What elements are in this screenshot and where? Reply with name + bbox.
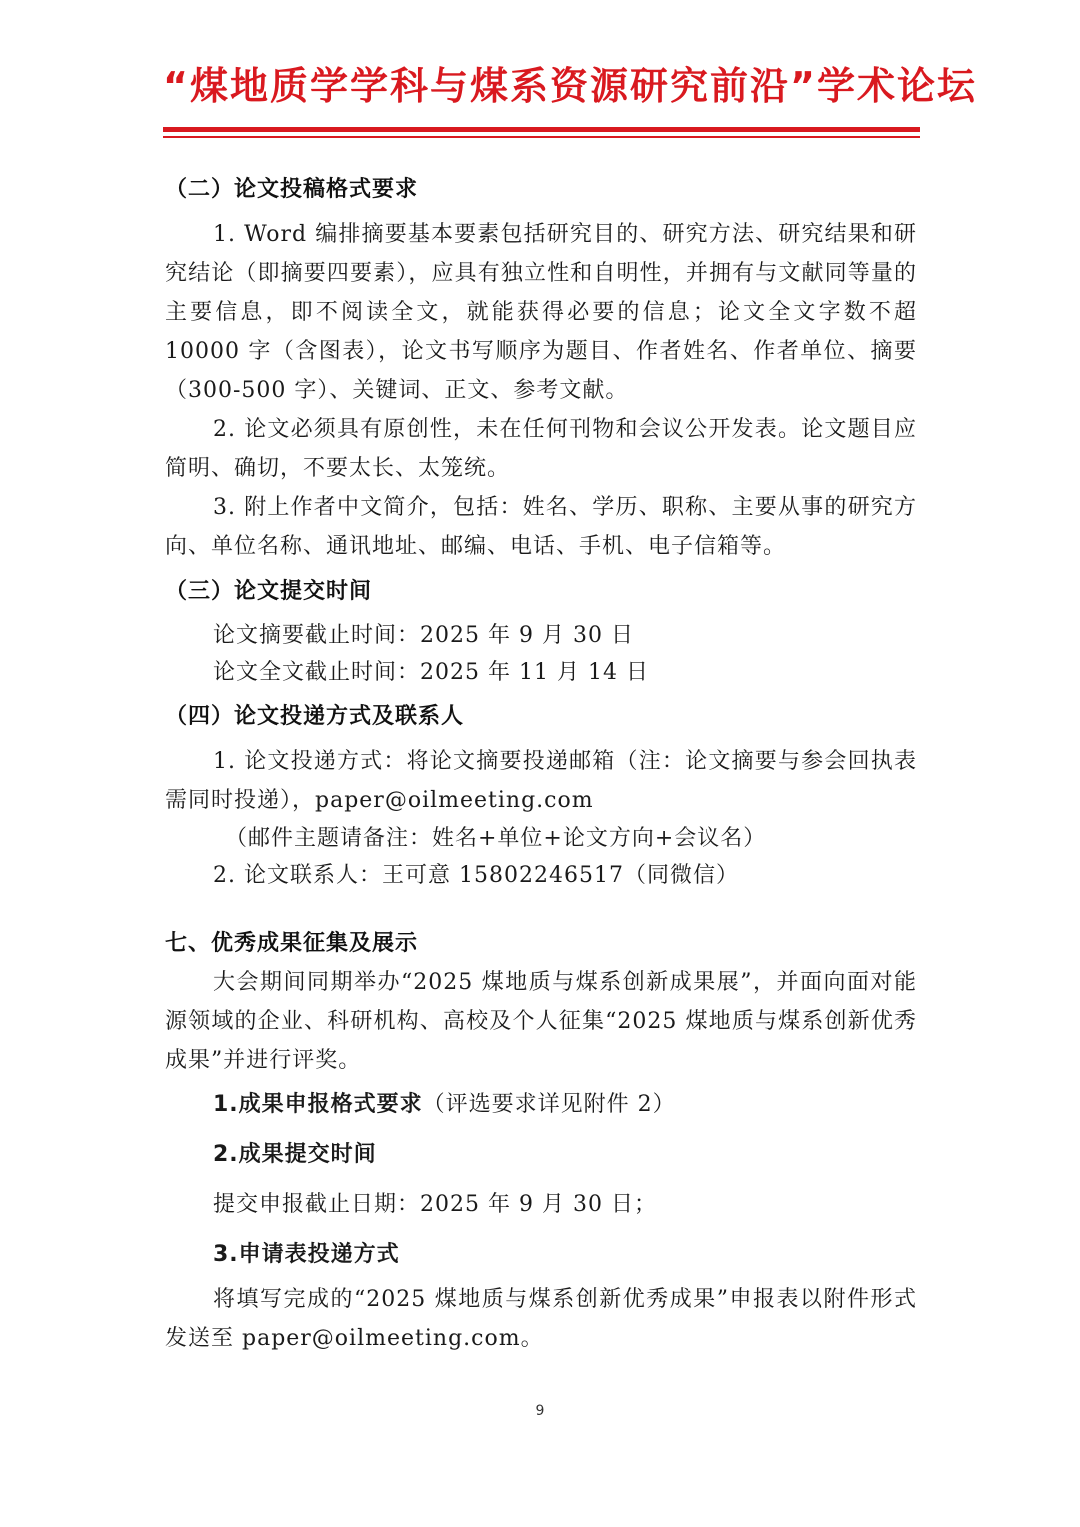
- section-2-heading: （二）论文投稿格式要求: [165, 177, 419, 202]
- sub-1-title: 1.成果申报格式要求: [213, 1092, 423, 1117]
- section-2-item-1: 1. Word 编排摘要基本要素包括研究目的、研究方法、研究结果和研究结论（即摘要四要素），应具有独立性和自明性，并拥有与文献同等量的主要信息，即不阅读全文，就能获得必要的信息；论文全文字数不超 10000 字（含图表），论文书写顺序为题目、作者姓名、作者单位、摘要（300-500 字）、关键词、正文、参考文献。: [165, 222, 917, 403]
- email-subject-note: （邮件主题请备注：姓名+单位+论文方向+会议名）: [225, 826, 767, 851]
- section-2-item-3: 3. 附上作者中文简介，包括：姓名、学历、职称、主要从事的研究方向、单位名称、通讯地址、邮编、电话、手机、电子信箱等。: [165, 495, 917, 559]
- sub-1-note: （评选要求详见附件 2）: [422, 1092, 676, 1117]
- paper-contact: 2. 论文联系人：王可意 15802246517（同微信）: [213, 863, 739, 888]
- achievement-submission-time: [165, 1130, 917, 1180]
- sub-3-title: 3.申请表投递方式: [213, 1242, 400, 1267]
- section-7-intro: 大会期间同期举办“2025 煤地质与煤系创新成果展”，并面向面对能源领域的企业、科研机构、高校及个人征集“2025 煤地质与煤系创新优秀成果”并进行评奖。: [165, 970, 917, 1073]
- section-7-heading: 七、优秀成果征集及展示: [165, 931, 419, 956]
- page-number: 9: [535, 1403, 545, 1419]
- abstract-deadline: 论文摘要截止时间：2025 年 9 月 30 日: [213, 623, 634, 648]
- body-content: [165, 170, 917, 1358]
- forum-title: “煤地质学学科与煤系资源研究前沿”学术论坛: [163, 64, 977, 108]
- fulltext-deadline: 论文全文截止时间：2025 年 11 月 14 日: [213, 660, 649, 685]
- section-4-heading: （四）论文投递方式及联系人: [165, 704, 465, 729]
- sub-2-title: 2.成果提交时间: [213, 1142, 377, 1167]
- submission-method: 1. 论文投递方式：将论文摘要投递邮箱（注：论文摘要与参会回执表需同时投递），paper@oilmeeting.com: [165, 749, 917, 813]
- application-delivery-method: [165, 1230, 917, 1280]
- section-3-heading: （三）论文提交时间: [165, 579, 373, 604]
- application-delivery-text: 将填写完成的“2025 煤地质与煤系创新优秀成果”申报表以附件形式发送至 paper@oilmeeting.com。: [165, 1287, 917, 1351]
- achievement-deadline: 提交申报截止日期：2025 年 9 月 30 日；: [213, 1192, 657, 1217]
- header-rule-thin: [163, 136, 920, 138]
- header-rule-thick: [163, 127, 920, 132]
- section-2-item-2: 2. 论文必须具有原创性，未在任何刊物和会议公开发表。论文题目应简明、确切，不要太长、太笼统。: [165, 417, 917, 481]
- achievement-format-requirement: [165, 1080, 917, 1130]
